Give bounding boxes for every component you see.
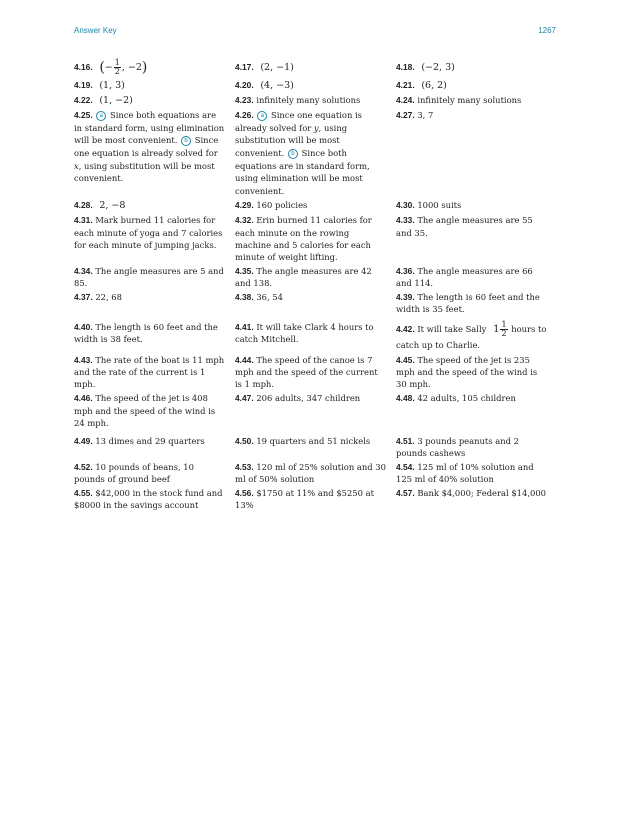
part-b-marker-icon: b: [288, 149, 298, 159]
answer-4-43: 4.43. The rate of the boat is 11 mph and the rate of the current is 1 mph.: [74, 355, 225, 390]
answer-text: 120 ml of 25% solution and 30 ml of 50% solution: [235, 461, 386, 485]
answer-value: (2, −1): [260, 62, 294, 73]
answer-text: The length is 60 feet and the width is 38 feet.: [74, 322, 218, 345]
answer-4-20: 4.20. (4, −3): [235, 80, 294, 91]
answer-text: 206 adults, 347 children: [256, 393, 361, 404]
fraction: $\frac{1}{2}$: [114, 58, 120, 76]
answer-4-36: 4.36. The angle measures are 66 and 114.: [396, 265, 533, 288]
answer-4-22: 4.22. (1, −2): [74, 95, 133, 107]
answer-4-21: 4.21. (6, 2): [396, 80, 447, 91]
answer-text: 3 pounds peanuts and 2 pounds cashews: [396, 435, 519, 458]
answer-4-46: 4.46. The speed of the jet is 408 mph and the speed of the wind is 24 mph.: [74, 393, 216, 428]
answer-4-16: 4.16. (− $\frac{1}{2}$ , −2): [74, 58, 148, 76]
answer-4-53: 4.53. 120 ml of 25% solution and 30 ml of 50% solution: [235, 461, 386, 485]
answer-4-50: 4.50. 19 quarters and 51 nickels: [235, 435, 371, 446]
answer-text: The rate of the boat is 11 mph and the rate of the current is 1 mph.: [74, 355, 225, 390]
header-title: Answer Key: [74, 26, 117, 35]
answer-4-27: 4.27. 3, 7: [396, 110, 434, 121]
answer-text: It will take Clark 4 hours to catch Mitchell.: [235, 322, 374, 345]
answer-text: The speed of the jet is 408 mph and the speed of the wind is 24 mph.: [74, 393, 216, 428]
answer-value: (6, 2): [421, 80, 447, 91]
answer-4-57: 4.57. Bank $4,000; Federal $14,000: [396, 488, 546, 499]
answer-text: infinitely many solutions: [417, 95, 522, 106]
answer-4-24: 4.24. infinitely many solutions: [396, 95, 522, 106]
answer-4-31: 4.31. Mark burned 11 calories for each minute of yoga and 7 calories for each minute of jumping jacks.: [74, 215, 223, 250]
answer-value: (1, −2): [99, 95, 133, 107]
answer-4-37: 4.37. 22, 68: [74, 292, 122, 302]
answer-text: 3, 7: [417, 110, 434, 121]
answer-text: 42 adults, 105 children: [417, 393, 516, 404]
answer-value: (−2, 3): [421, 62, 455, 73]
answer-4-18: 4.18. (−2, 3): [396, 62, 455, 73]
answer-4-44: 4.44. The speed of the canoe is 7 mph and the speed of the current is 1 mph.: [235, 355, 378, 390]
part-b-marker-icon: b: [181, 136, 191, 146]
answer-4-33: 4.33. The angle measures are 55 and 35.: [396, 215, 533, 238]
answer-4-42: 4.42. It will take Sally 1 $\frac{1}{2}$ hours to catch up to Charlie.: [396, 320, 547, 351]
answer-text: The angle measures are 42 and 138.: [235, 265, 372, 288]
answer-4-23: 4.23. infinitely many solutions: [235, 95, 361, 106]
answer-4-39: 4.39. The length is 60 feet and the width is 35 feet.: [396, 292, 540, 315]
answer-4-41: 4.41. It will take Clark 4 hours to catch Mitchell.: [235, 322, 374, 345]
answer-text: 36, 54: [256, 292, 283, 302]
answer-4-17: 4.17. (2, −1): [235, 62, 294, 73]
answer-value: (4, −3): [260, 80, 294, 91]
answer-text: 13 dimes and 29 quarters: [95, 435, 205, 446]
answer-text: The length is 60 feet and the width is 35 feet.: [396, 292, 540, 315]
page-header: [74, 26, 556, 35]
answer-text-part-b: Since one equation is already solved for x, using substitution will be most convenient.: [74, 135, 219, 184]
answer-4-26: 4.26. a Since one equation is already solved for y, using substitution will be most convenient. b Since both equations are in standard form, using elimination will be most convenient.: [235, 110, 370, 196]
answer-text: Erin burned 11 calories for each minute on the rowing machine and 5 calories for each minute of weight lifting.: [235, 215, 372, 262]
answer-text: The angle measures are 5 and 85.: [74, 265, 224, 288]
answer-text: Bank $4,000; Federal $14,000: [417, 488, 546, 499]
answer-text: $1750 at 11% and $5250 at 13%: [235, 488, 374, 511]
answer-text: $42,000 in the stock fund and $8000 in the savings account: [74, 488, 223, 511]
answer-text: 19 quarters and 51 nickels: [256, 435, 371, 446]
answer-4-47: 4.47. 206 adults, 347 children: [235, 393, 361, 404]
answer-4-40: 4.40. The length is 60 feet and the width is 38 feet.: [74, 322, 218, 345]
part-a-marker-icon: a: [257, 111, 267, 121]
answer-text: The angle measures are 55 and 35.: [396, 215, 533, 238]
answer-text-part-a: Since both equations are in standard form, using elimination will be most convenient.: [74, 110, 225, 146]
answer-text: 10 pounds of beans, 10 pounds of ground beef: [74, 461, 194, 485]
answer-4-28: 4.28. 2, −8: [74, 200, 126, 212]
answer-4-25: 4.25. a Since both equations are in standard form, using elimination will be most convenient. b Since one equation is already solved for x, using substitution will be most convenient.: [74, 110, 225, 184]
part-a-marker-icon: a: [96, 111, 106, 121]
answer-text: The angle measures are 66 and 114.: [396, 265, 533, 288]
answer-text-part-b: Since both equations are in standard form, using elimination will be most convenient.: [235, 147, 370, 196]
answer-4-54: 4.54. 125 ml of 10% solution and 125 ml of 40% solution: [396, 461, 534, 485]
answer-value: 2, −8: [99, 200, 126, 212]
answer-4-29: 4.29. 160 policies: [235, 200, 308, 211]
answer-value: (1, 3): [99, 80, 125, 91]
answer-4-52: 4.52. 10 pounds of beans, 10 pounds of ground beef: [74, 461, 194, 485]
answer-value: (− $\frac{1}{2}$ , −2): [99, 58, 148, 76]
answer-4-51: 4.51. 3 pounds peanuts and 2 pounds cashews: [396, 435, 519, 458]
answer-4-49: 4.49. 13 dimes and 29 quarters: [74, 435, 205, 446]
answer-grid: [74, 58, 557, 513]
answer-4-48: 4.48. 42 adults, 105 children: [396, 393, 516, 404]
answer-4-45: 4.45. The speed of the jet is 235 mph and the speed of the wind is 30 mph.: [396, 355, 538, 390]
page-number: 1267: [538, 26, 556, 35]
answer-text: The speed of the jet is 235 mph and the speed of the wind is 30 mph.: [396, 355, 538, 390]
answer-4-55: 4.55. $42,000 in the stock fund and $8000 in the savings account: [74, 488, 223, 511]
answer-4-34: 4.34. The angle measures are 5 and 85.: [74, 265, 224, 288]
mixed-number: 1 $\frac{1}{2}$: [493, 320, 507, 339]
answer-text: 1000 suits: [417, 200, 462, 211]
answer-4-56: 4.56. $1750 at 11% and $5250 at 13%: [235, 488, 374, 511]
answer-text: Mark burned 11 calories for each minute of yoga and 7 calories for each minute of jumping jacks.: [74, 215, 223, 250]
answer-text-part-a: Since one equation is already solved for y, using substitution will be most convenient.: [235, 110, 362, 158]
answer-4-38: 4.38. 36, 54: [235, 292, 283, 302]
answer-text: 125 ml of 10% solution and 125 ml of 40% solution: [396, 461, 534, 485]
answer-4-30: 4.30. 1000 suits: [396, 200, 462, 211]
answer-4-32: 4.32. Erin burned 11 calories for each minute on the rowing machine and 5 calories for each minute of weight lifting.: [235, 215, 372, 262]
answer-4-19: 4.19. (1, 3): [74, 80, 125, 91]
answer-text: 160 policies: [256, 200, 308, 211]
answer-4-35: 4.35. The angle measures are 42 and 138.: [235, 265, 372, 288]
answer-text: 22, 68: [95, 292, 122, 302]
answer-text: The speed of the canoe is 7 mph and the speed of the current is 1 mph.: [235, 355, 378, 390]
answer-text: infinitely many solutions: [256, 95, 361, 106]
